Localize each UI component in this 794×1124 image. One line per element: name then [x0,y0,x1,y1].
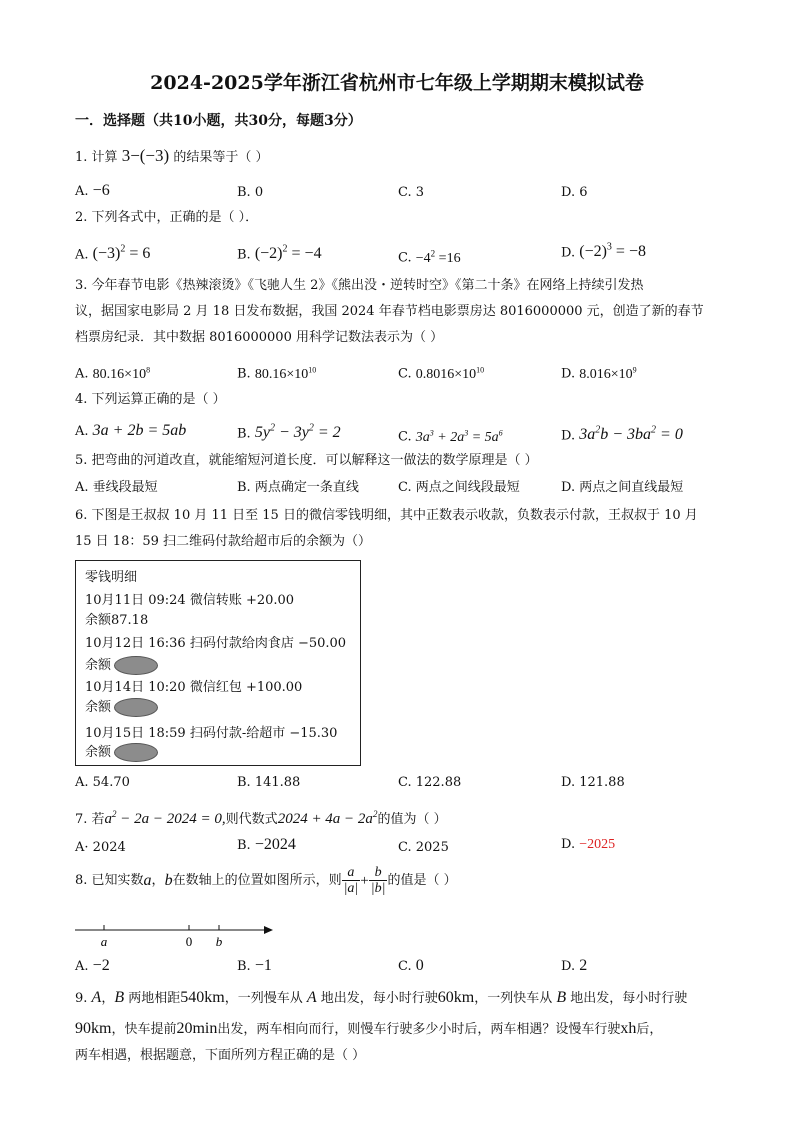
q6-line-2: 15 日 18：59 扫二维码付款给超市后的余额为（） [75,534,372,549]
q1-option-b[interactable]: B. 0 [237,185,264,200]
q7-option-a[interactable]: A· 2024 [75,840,126,855]
q3-line-3: 档票房纪录．其中数据 8016000000 用科学记数法表示为（ ） [75,330,444,345]
q8-option-a[interactable]: A. −2 [75,957,110,974]
q1-option-c[interactable]: C. 3 [398,185,425,200]
wallet-record-4: 10月15日 18:59 扫码付款-给超市 −15.30 [85,726,338,741]
q8-option-d[interactable]: D. 2 [561,957,588,974]
axis-label-a: a [100,934,108,949]
q5-option-b[interactable]: B. 两点确定一条直线 [237,480,359,495]
question-8-stem: 8. 已知实数a，b在数轴上的位置如图所示，则 $\frac{a}{|a|}$ + $\frac{b}{|b|}$ 的值是（ ） [75,865,457,896]
q3-line-1: 3. 今年春节电影《热辣滚烫》《飞驰人生 2》《熊出没・逆转时空》《第二十条》在网络上持续引发热 [75,278,644,293]
q1-expression: 3−(−3) [121,146,170,165]
question-1-stem [75,147,268,167]
q5-option-c[interactable]: C. 两点之间线段最短 [398,480,520,495]
section-heading: 一．选择题（共10小题，共30分，每题3分） [75,113,362,129]
wallet-record-1: 10月11日 09:24 微信转账 +20.00 [85,593,295,608]
axis-label-zero: 0 [185,934,193,949]
q2-option-b[interactable]: B. $(-2)^2 = -4$ [237,244,322,263]
q2-option-d[interactable]: D. $(-2)^3 = -8$ [561,242,646,261]
q9-line-1: 9. A，B 两地相距540km，一列慢车从 A 地出发，每小时行驶60km，一列快车从 B 地出发，每小时行驶 [75,989,688,1006]
q2-option-c[interactable]: C. $-4^2 =16$ [398,248,461,266]
hidden-balance-oval [114,656,158,675]
question-2-stem: 2. 下列各式中，正确的是（ ）． [75,210,259,225]
q9-line-3: 两车相遇，根据题意，下面所列方程正确的是（ ） [75,1048,366,1063]
q5-option-a[interactable]: A. 垂线段最短 [75,480,158,495]
question-5-stem: 5. 把弯曲的河道改直，就能缩短河道长度．可以解释这一做法的数学原理是（ ） [75,453,538,468]
q1-suffix: 的结果等于（ ） [173,150,269,165]
q6-option-a[interactable]: A. 54.70 [75,775,130,790]
q1-option-a[interactable]: A. −6 [75,182,110,199]
q6-option-c[interactable]: C. 122.88 [398,775,462,790]
q6-option-b[interactable]: B. 141.88 [237,775,301,790]
wallet-balance-2: 余额 [85,656,158,675]
q2-option-a[interactable]: A. $(-3)^2 = 6$ [75,244,151,263]
q3-option-c[interactable]: C. $0.8016\times 10^{10}$ [398,365,485,382]
q3-option-a[interactable]: A. $80.16\times 10^8$ [75,365,151,382]
wallet-detail-box [75,560,361,766]
q3-option-b[interactable]: B. $80.16\times 10^{10}$ [237,365,317,382]
wallet-balance-3: 余额 [85,698,158,717]
q6-line-1: 6. 下图是王叔叔 10 月 11 日至 15 日的微信零钱明细，其中正数表示收款，负数表示付款，王叔叔于 10 月 [75,508,698,523]
hidden-balance-oval [114,698,158,717]
q3-option-d[interactable]: D. $8.016\times 10^9$ [561,365,637,382]
question-4-stem: 4. 下列运算正确的是（ ） [75,392,226,407]
wallet-record-3: 10月14日 10:20 微信红包 +100.00 [85,680,303,695]
page-title: 2024-2025学年浙江省杭州市七年级上学期期末模拟试卷 [150,72,644,94]
q4-option-c[interactable]: C. $3a^3 + 2a^3 = 5a^6$ [398,428,503,445]
q4-option-d[interactable]: D. $3a^2b - 3ba^2 = 0$ [561,425,683,444]
axis-label-b: b [215,934,223,949]
q4-option-b[interactable]: B. $5y^2 - 3y^2 = 2$ [237,423,341,442]
q7-option-c[interactable]: C. 2025 [398,840,449,855]
hidden-balance-oval [114,743,158,762]
wallet-balance-1: 余额87.18 [85,613,149,628]
q3-line-2: 议，据国家电影局 2 月 18 日发布数据，我国 2024 年春节档电影票房达 8016000000 元，创造了新的春节 [75,304,704,319]
q8-option-c[interactable]: C. 0 [398,957,424,974]
q6-option-d[interactable]: D. 121.88 [561,775,625,790]
question-7-stem: 7. 若$a^2 - 2a - 2024 = 0$,则代数式$2024 + 4a - 2a^2$的值为（ ） [75,809,447,827]
wallet-header: 零钱明细 [85,570,138,585]
q7-option-d[interactable]: D. −2025 [561,837,616,852]
q1-prefix: 1. 计算 [75,150,118,165]
q5-option-d[interactable]: D. 两点之间直线最短 [561,480,684,495]
fraction-b-over-abs-b: $\frac{b}{|b|}$ [370,865,386,896]
fraction-a-over-abs-a: $\frac{a}{|a|}$ [343,865,359,896]
q8-option-b[interactable]: B. −1 [237,957,272,974]
wallet-balance-4: 余额 [85,743,158,762]
q1-option-d[interactable]: D. 6 [561,185,588,200]
axis-arrow [264,926,273,934]
number-line [74,922,274,950]
q9-line-2: 90km，快车提前20min出发，两车相向而行，则慢车行驶多少小时后，两车相遇？设慢车行驶xh后， [75,1020,663,1037]
wallet-record-2: 10月12日 16:36 扫码付款给肉食店 −50.00 [85,636,347,651]
q4-option-a[interactable]: A. 3a + 2b = 5ab [75,422,187,439]
q7-option-b[interactable]: B. −2024 [237,836,296,853]
